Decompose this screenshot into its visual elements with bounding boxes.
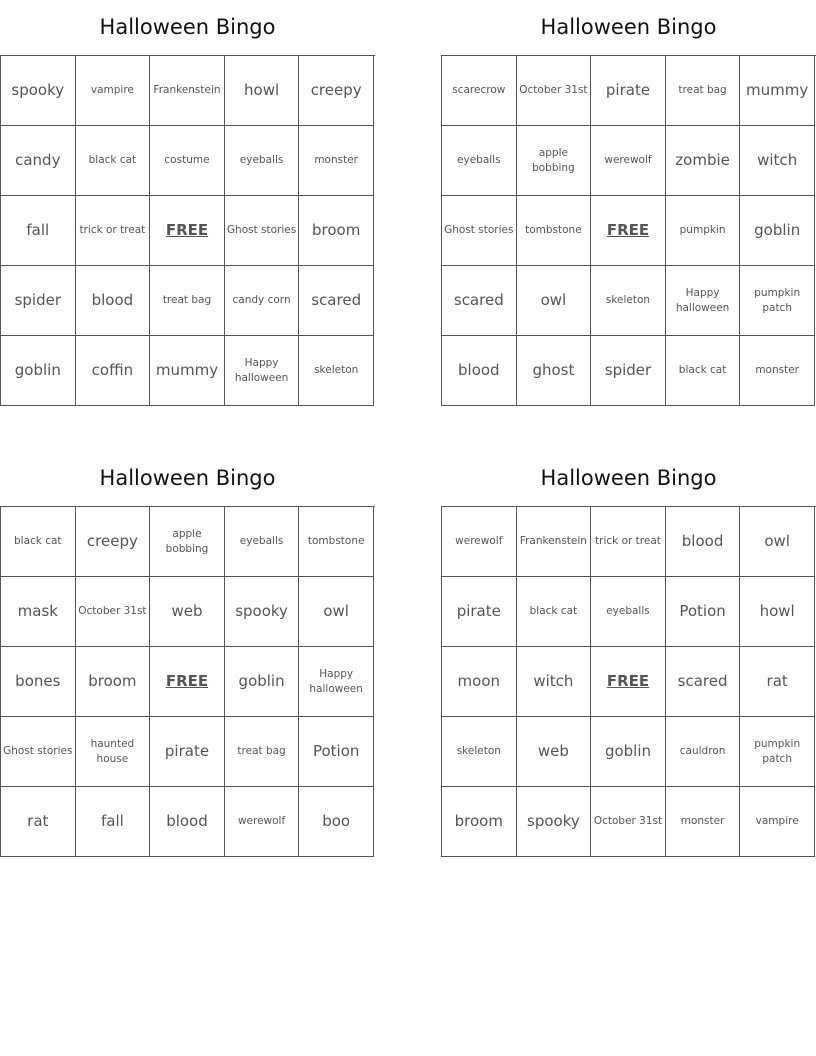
free-space: FREE bbox=[591, 647, 666, 717]
bingo-cell: Happy halloween bbox=[225, 336, 300, 406]
bingo-cell: werewolf bbox=[591, 126, 666, 196]
card-title: Halloween Bingo bbox=[540, 466, 717, 490]
free-space: FREE bbox=[591, 196, 666, 266]
bingo-cell: pumpkin patch bbox=[740, 717, 815, 787]
card-title: Halloween Bingo bbox=[99, 15, 276, 39]
bingo-cell: blood bbox=[442, 336, 517, 406]
bingo-cell: candy bbox=[1, 126, 76, 196]
bingo-cell: apple bobbing bbox=[517, 126, 592, 196]
bingo-grid bbox=[0, 506, 375, 857]
bingo-cell: eyeballs bbox=[442, 126, 517, 196]
bingo-cell: broom bbox=[76, 647, 151, 717]
bingo-cell: skeleton bbox=[442, 717, 517, 787]
bingo-cell: spooky bbox=[225, 577, 300, 647]
bingo-cell: owl bbox=[740, 507, 815, 577]
bingo-card-3 bbox=[0, 463, 375, 857]
bingo-cell: black cat bbox=[76, 126, 151, 196]
bingo-cell: howl bbox=[740, 577, 815, 647]
bingo-cell: spooky bbox=[517, 787, 592, 857]
bingo-card-4 bbox=[441, 463, 816, 857]
bingo-cell: goblin bbox=[740, 196, 815, 266]
bingo-cell: pirate bbox=[150, 717, 225, 787]
bingo-grid bbox=[441, 55, 816, 406]
bingo-cell: werewolf bbox=[442, 507, 517, 577]
bingo-cell: moon bbox=[442, 647, 517, 717]
bingo-cell: goblin bbox=[225, 647, 300, 717]
bingo-cell: pirate bbox=[442, 577, 517, 647]
bingo-cell: rat bbox=[740, 647, 815, 717]
bingo-cell: October 31st bbox=[591, 787, 666, 857]
bingo-cell: broom bbox=[442, 787, 517, 857]
bingo-cell: spider bbox=[1, 266, 76, 336]
bingo-cell: witch bbox=[740, 126, 815, 196]
bingo-cell: blood bbox=[666, 507, 741, 577]
bingo-cell: Potion bbox=[299, 717, 374, 787]
bingo-cell: candy corn bbox=[225, 266, 300, 336]
bingo-cell: tombstone bbox=[299, 507, 374, 577]
bingo-cell: ghost bbox=[517, 336, 592, 406]
bingo-cell: spooky bbox=[1, 56, 76, 126]
bingo-cell: spider bbox=[591, 336, 666, 406]
bingo-cell: October 31st bbox=[517, 56, 592, 126]
bingo-cell: eyeballs bbox=[225, 126, 300, 196]
free-space: FREE bbox=[150, 647, 225, 717]
bingo-cell: broom bbox=[299, 196, 374, 266]
bingo-cell: apple bobbing bbox=[150, 507, 225, 577]
bingo-cell: fall bbox=[1, 196, 76, 266]
bingo-cell: coffin bbox=[76, 336, 151, 406]
bingo-cell: web bbox=[150, 577, 225, 647]
bingo-cell: web bbox=[517, 717, 592, 787]
bingo-cell: pirate bbox=[591, 56, 666, 126]
bingo-cell: blood bbox=[150, 787, 225, 857]
bingo-cell: treat bag bbox=[225, 717, 300, 787]
bingo-grid bbox=[441, 506, 816, 857]
bingo-cell: creepy bbox=[76, 507, 151, 577]
bingo-cell: pumpkin patch bbox=[740, 266, 815, 336]
bingo-cell: scared bbox=[299, 266, 374, 336]
bingo-cell: pumpkin bbox=[666, 196, 741, 266]
free-space: FREE bbox=[150, 196, 225, 266]
bingo-grid bbox=[0, 55, 375, 406]
bingo-cell: Happy halloween bbox=[666, 266, 741, 336]
bingo-cell: Happy halloween bbox=[299, 647, 374, 717]
bingo-cell: owl bbox=[299, 577, 374, 647]
bingo-cell: owl bbox=[517, 266, 592, 336]
bingo-cell: rat bbox=[1, 787, 76, 857]
bingo-card-1 bbox=[0, 12, 375, 406]
bingo-cell: trick or treat bbox=[76, 196, 151, 266]
bingo-cell: Frankenstein bbox=[517, 507, 592, 577]
bingo-cell: goblin bbox=[1, 336, 76, 406]
bingo-cell: fall bbox=[76, 787, 151, 857]
bingo-cell: black cat bbox=[666, 336, 741, 406]
bingo-cell: black cat bbox=[1, 507, 76, 577]
bingo-cell: Ghost stories bbox=[225, 196, 300, 266]
bingo-cell: treat bag bbox=[666, 56, 741, 126]
bingo-cell: vampire bbox=[740, 787, 815, 857]
bingo-cell: Potion bbox=[666, 577, 741, 647]
bingo-cell: zombie bbox=[666, 126, 741, 196]
bingo-cell: skeleton bbox=[299, 336, 374, 406]
bingo-card-2 bbox=[441, 12, 816, 406]
bingo-cell: tombstone bbox=[517, 196, 592, 266]
bingo-cell: goblin bbox=[591, 717, 666, 787]
bingo-cell: mask bbox=[1, 577, 76, 647]
bingo-cell: costume bbox=[150, 126, 225, 196]
bingo-cell: October 31st bbox=[76, 577, 151, 647]
bingo-cell: haunted house bbox=[76, 717, 151, 787]
bingo-cell: witch bbox=[517, 647, 592, 717]
bingo-cell: mummy bbox=[150, 336, 225, 406]
bingo-cell: blood bbox=[76, 266, 151, 336]
bingo-cell: Ghost stories bbox=[442, 196, 517, 266]
bingo-cell: howl bbox=[225, 56, 300, 126]
bingo-cell: scared bbox=[666, 647, 741, 717]
bingo-cell: creepy bbox=[299, 56, 374, 126]
bingo-cell: skeleton bbox=[591, 266, 666, 336]
bingo-cell: monster bbox=[740, 336, 815, 406]
bingo-cell: Frankenstein bbox=[150, 56, 225, 126]
bingo-cell: mummy bbox=[740, 56, 815, 126]
bingo-cell: black cat bbox=[517, 577, 592, 647]
bingo-cell: monster bbox=[666, 787, 741, 857]
bingo-cell: eyeballs bbox=[225, 507, 300, 577]
bingo-cell: boo bbox=[299, 787, 374, 857]
bingo-cell: cauldron bbox=[666, 717, 741, 787]
bingo-cell: werewolf bbox=[225, 787, 300, 857]
bingo-cell: trick or treat bbox=[591, 507, 666, 577]
bingo-cell: vampire bbox=[76, 56, 151, 126]
bingo-cell: scarecrow bbox=[442, 56, 517, 126]
bingo-cell: scared bbox=[442, 266, 517, 336]
bingo-cell: treat bag bbox=[150, 266, 225, 336]
bingo-cell: eyeballs bbox=[591, 577, 666, 647]
bingo-cell: monster bbox=[299, 126, 374, 196]
bingo-cell: bones bbox=[1, 647, 76, 717]
bingo-cell: Ghost stories bbox=[1, 717, 76, 787]
card-title: Halloween Bingo bbox=[99, 466, 276, 490]
card-title: Halloween Bingo bbox=[540, 15, 717, 39]
